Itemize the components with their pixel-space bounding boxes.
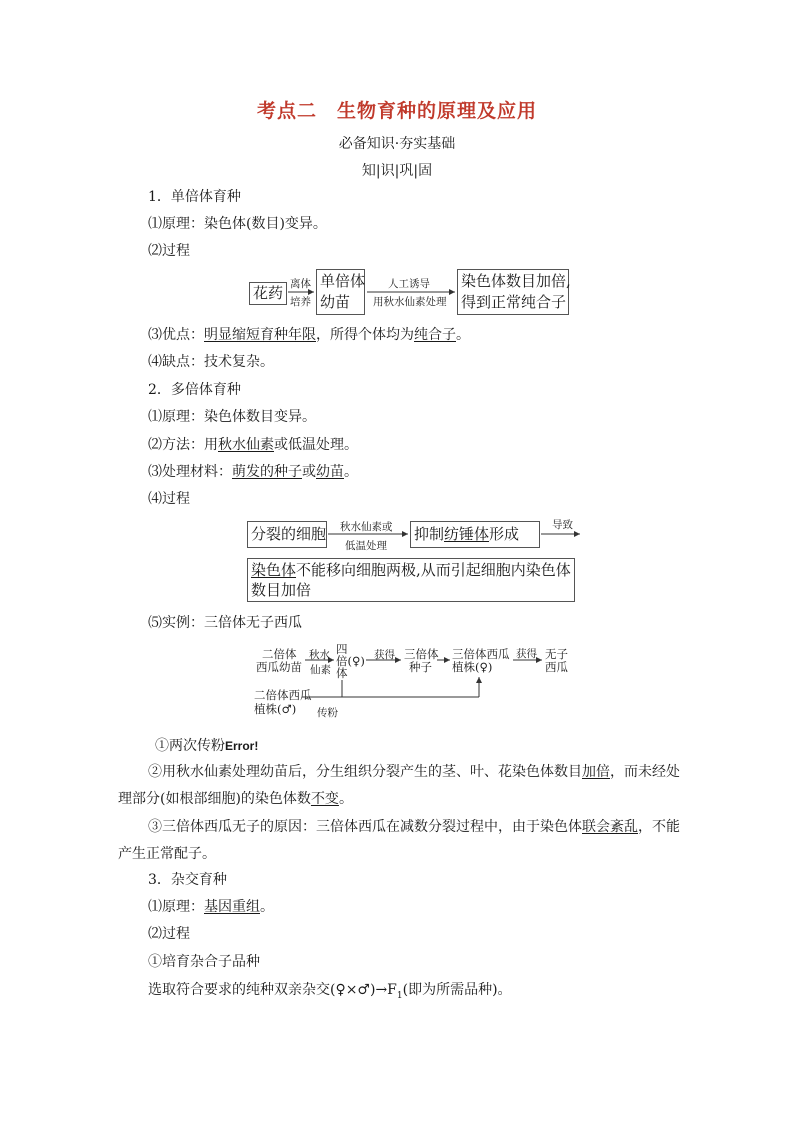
method-end: 或低温处理。 <box>274 437 358 453</box>
s2-heading: 2．多倍体育种 <box>148 382 241 398</box>
s3-principle-label: ⑴原理： <box>148 899 204 915</box>
note2-underline: 加倍 <box>582 764 610 780</box>
chromo-line2: 数目加倍 <box>251 581 312 599</box>
wm-seedless-1: 无子 <box>545 647 568 661</box>
flow1-arrow1-bottom: 培养 <box>290 296 311 308</box>
material-underline-1: 萌发的种子 <box>232 464 302 480</box>
note3-end: ，不能 <box>638 819 680 835</box>
note2-line2-text: 理部分(如根部细胞)的染色体数 <box>118 791 311 807</box>
material-underline-2: 幼苗 <box>316 464 344 480</box>
note1-text: ①两次传粉 <box>155 738 225 754</box>
adv-end: 。 <box>456 327 470 343</box>
wm-triploid-seed-1: 三倍体 <box>404 647 439 661</box>
inhibit-underline: 纺锤体 <box>444 525 490 543</box>
flow2-arrow-top: 秋水仙素或 <box>340 521 393 533</box>
wm-seedless-2: 西瓜 <box>545 660 568 674</box>
s3-heading: 3．杂交育种 <box>148 872 227 888</box>
adv-label: ⑶优点： <box>148 327 204 343</box>
note2-line2-underline: 不变 <box>310 791 339 807</box>
adv-mid: ，所得个体均为 <box>316 327 414 343</box>
wm-triploid-plant-1: 三倍体西瓜 <box>452 647 510 661</box>
note2-text: ②用秋水仙素处理幼苗后，分生组织分裂产生的茎、叶、花染色体数目 <box>148 764 582 780</box>
chromo-line1-rest: 不能移向细胞两极,从而引起细胞内染色体 <box>296 561 571 579</box>
s3-line-end: (即为所需品种)。 <box>402 982 512 998</box>
flow1-result-line1: 染色体数目加倍, <box>461 272 571 290</box>
s3-process: ⑵过程 <box>148 926 190 942</box>
wm-arrow3-label: 获得 <box>516 648 537 660</box>
s3-principle-end: 。 <box>260 899 274 915</box>
flow1-arrow2-top: 人工诱导 <box>388 278 430 290</box>
s3-sub1: ①培育杂合子品种 <box>148 954 260 970</box>
flow1-box-anther: 花药 <box>249 282 287 305</box>
wm-arrow1-top: 秋水 <box>309 649 330 661</box>
wm-arrow2-label: 获得 <box>374 649 395 661</box>
material-mid: 或 <box>302 464 316 480</box>
wm-triploid-seed-2: 种子 <box>409 660 432 674</box>
section-subtitle: 必备知识·夯实基础 <box>338 136 456 152</box>
material-label: ⑶处理材料： <box>148 464 232 480</box>
flow1-haploid-line1: 单倍体 <box>320 272 366 290</box>
wm-triploid-plant-2: 植株(♀) <box>452 660 493 674</box>
s3-principle-underline: 基因重组 <box>204 899 260 915</box>
s1-principle: ⑴原理：染色体(数目)变异。 <box>148 216 327 232</box>
s1-heading: 1．单倍体育种 <box>148 189 241 205</box>
s2-process: ⑷过程 <box>148 491 190 507</box>
wm-tetraploid-3: 体 <box>336 666 348 680</box>
wm-pollination-label: 传粉 <box>317 707 338 719</box>
chromo-underline: 染色体 <box>251 561 297 579</box>
wm-tetraploid-1: 四 <box>336 642 348 656</box>
section-tag: 知|识|巩|固 <box>361 163 433 179</box>
method-underline: 秋水仙素 <box>218 437 274 453</box>
page-title: 考点二 生物育种的原理及应用 <box>256 100 537 122</box>
wm-diploid-seedling-2: 西瓜幼苗 <box>256 660 302 674</box>
flow2-arrow3-label: 导致 <box>552 519 573 531</box>
method-label: ⑵方法：用 <box>148 437 218 453</box>
flow1-arrow1-top: 离体 <box>290 278 311 290</box>
note2-end: ，而未经处 <box>610 764 680 780</box>
adv-underline-1: 明显缩短育种年限 <box>204 327 316 343</box>
note2-line2-end: 。 <box>338 791 353 807</box>
flow1-result-line2: 得到正常纯合子 <box>461 293 567 311</box>
flow1-arrow2-bottom: 用秋水仙素处理 <box>373 296 447 308</box>
flow2-box-dividing-cell: 分裂的细胞 <box>247 521 327 548</box>
note3-text: ③三倍体西瓜无子的原因：三倍体西瓜在减数分裂过程中，由于染色体 <box>148 819 582 835</box>
wm-diploid-seedling-1: 二倍体 <box>262 647 297 661</box>
wm-diploid-male-1: 二倍体西瓜 <box>254 688 312 702</box>
note3-underline: 联会紊乱 <box>582 819 638 835</box>
s2-note3-line2: 产生正常配子。 <box>118 846 216 862</box>
s1-process: ⑵过程 <box>148 243 190 259</box>
s1-disadvantage: ⑷缺点：技术复杂。 <box>148 354 274 370</box>
wm-diploid-male-2: 植株(♂) <box>254 702 297 716</box>
s2-principle: ⑴原理：染色体数目变异。 <box>148 409 316 425</box>
note1-error: Error! <box>225 739 259 753</box>
s2-example: ⑸实例：三倍体无子西瓜 <box>148 615 302 631</box>
s3-line-text: 选取符合要求的纯种双亲杂交(♀×♂)→F <box>148 982 397 998</box>
inhibit-end: 形成 <box>489 525 520 543</box>
inhibit-pre: 抑制 <box>414 525 445 543</box>
wm-tetraploid-2: 倍(♀) <box>336 654 365 668</box>
flow2-arrow-bottom: 低温处理 <box>345 540 387 552</box>
wm-arrow1-bottom: 仙素 <box>310 664 331 676</box>
flow1-haploid-line2: 幼苗 <box>320 293 351 311</box>
s3-line-subscript: 1 <box>396 990 403 1001</box>
material-end: 。 <box>344 464 358 480</box>
adv-underline-2: 纯合子 <box>414 327 456 343</box>
